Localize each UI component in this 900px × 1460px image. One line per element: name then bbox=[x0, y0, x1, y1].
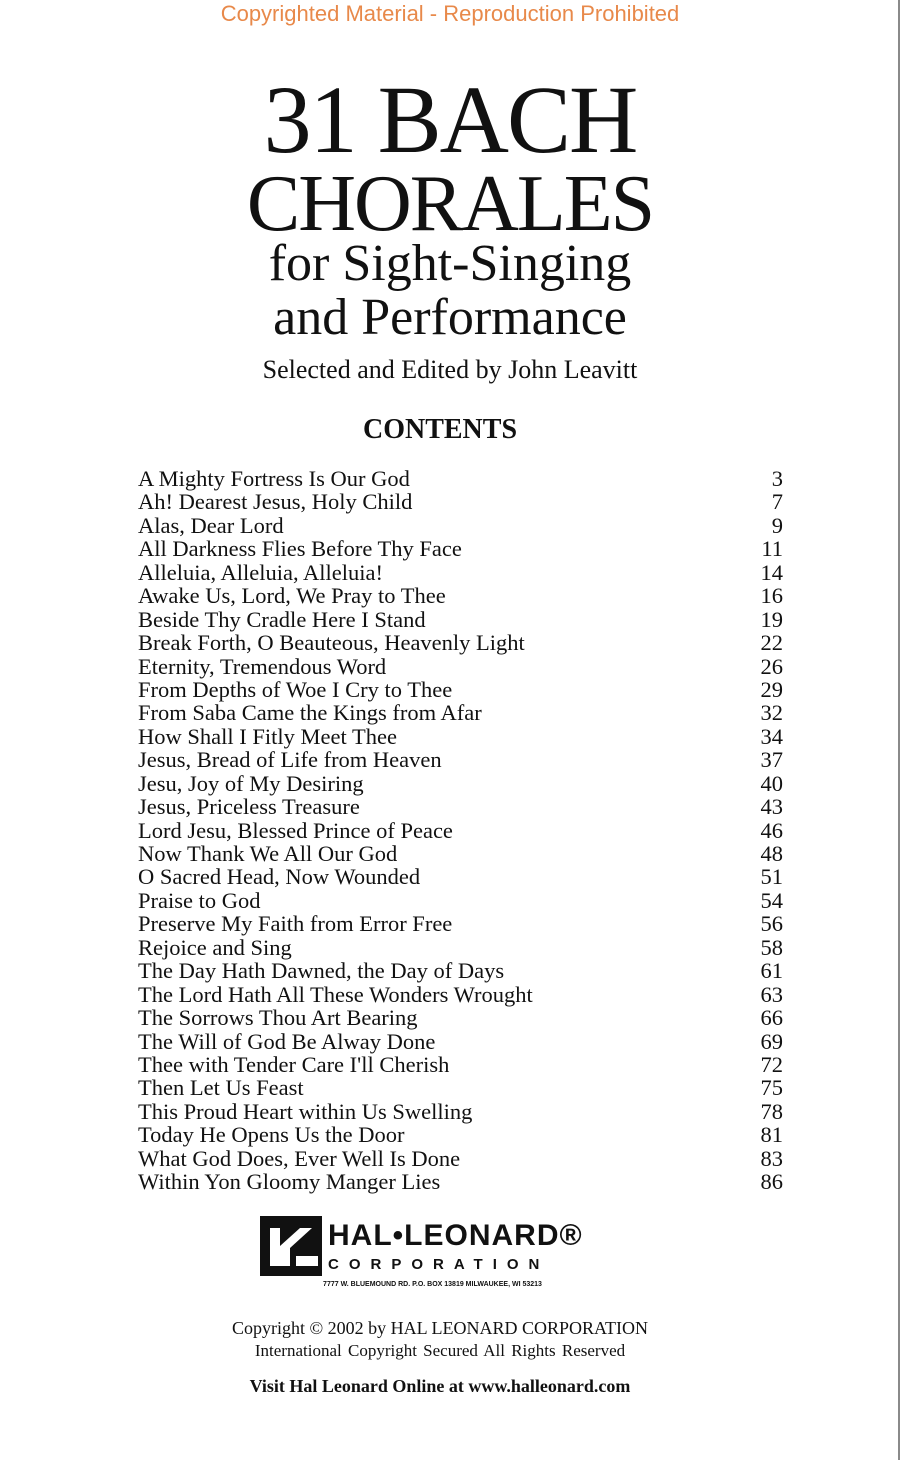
chorale-title: From Saba Came the Kings from Afar bbox=[138, 700, 482, 726]
contents-row bbox=[138, 889, 783, 912]
book-title-line-1: 31 BACH bbox=[263, 66, 637, 173]
chorale-page-number: 48 bbox=[760, 841, 783, 866]
book-subtitle-line-2: and Performance bbox=[273, 289, 627, 346]
contents-row bbox=[138, 514, 783, 537]
contents-row bbox=[138, 467, 783, 490]
chorale-page-number: 78 bbox=[760, 1098, 783, 1124]
chorale-title: The Sorrows Thou Art Bearing bbox=[138, 1005, 418, 1031]
contents-row bbox=[138, 936, 783, 959]
chorale-page-number: 29 bbox=[760, 676, 783, 702]
chorale-page-number: 26 bbox=[760, 653, 783, 679]
chorale-title: A Mighty Fortress Is Our God bbox=[138, 466, 410, 491]
chorale-title: The Will of God Be Alway Done bbox=[138, 1028, 436, 1054]
contents-row bbox=[138, 608, 783, 631]
chorale-title: Break Forth, O Beauteous, Heavenly Light bbox=[138, 630, 525, 656]
chorale-page-number: 54 bbox=[760, 887, 783, 913]
book-title-line-2: CHORALES bbox=[246, 160, 654, 248]
editor-credit: Selected and Edited by John Leavitt bbox=[262, 355, 638, 384]
chorale-page-number: 40 bbox=[760, 770, 783, 796]
chorale-title: Jesus, Bread of Life from Heaven bbox=[138, 747, 442, 773]
contents-row bbox=[138, 631, 783, 654]
book-subtitle-line-1: for Sight-Singing bbox=[268, 235, 632, 292]
chorale-title: This Proud Heart within Us Swelling bbox=[138, 1098, 473, 1124]
copyright-notice: Copyright © 2002 by HAL LEONARD CORPORATION bbox=[231, 1318, 648, 1338]
chorale-page-number: 11 bbox=[761, 536, 783, 562]
contents-row bbox=[138, 795, 783, 818]
contents-row bbox=[138, 490, 783, 513]
contents-row bbox=[138, 584, 783, 607]
chorale-page-number: 22 bbox=[760, 630, 783, 656]
chorale-title: Within Yon Gloomy Manger Lies bbox=[138, 1169, 441, 1195]
chorale-title: How Shall I Fitly Meet Thee bbox=[138, 723, 397, 749]
chorale-title: Today He Opens Us the Door bbox=[138, 1122, 405, 1148]
contents-row bbox=[138, 865, 783, 888]
chorale-page-number: 43 bbox=[760, 794, 783, 820]
publisher-name: HAL•LEONARD® bbox=[328, 1219, 583, 1252]
contents-row bbox=[138, 1123, 783, 1146]
contents-row bbox=[138, 561, 783, 584]
chorale-title: From Depths of Woe I Cry to Thee bbox=[138, 676, 453, 702]
contents-row bbox=[138, 1100, 783, 1123]
contents-row bbox=[138, 1076, 783, 1099]
chorale-title: What God Does, Ever Well Is Done bbox=[138, 1145, 461, 1171]
contents-row bbox=[138, 912, 783, 935]
contents-row bbox=[138, 1053, 783, 1076]
chorale-page-number: 66 bbox=[760, 1005, 783, 1031]
chorale-page-number: 16 bbox=[760, 583, 783, 609]
chorale-title: All Darkness Flies Before Thy Face bbox=[138, 536, 462, 562]
chorale-page-number: 56 bbox=[760, 911, 783, 937]
chorale-page-number: 37 bbox=[760, 747, 783, 773]
chorale-page-number: 72 bbox=[760, 1051, 783, 1077]
contents-row bbox=[138, 983, 783, 1006]
contents-row bbox=[138, 655, 783, 678]
chorale-page-number: 86 bbox=[760, 1169, 783, 1195]
contents-row bbox=[138, 819, 783, 842]
contents-row bbox=[138, 725, 783, 748]
chorale-title: Rejoice and Sing bbox=[138, 934, 292, 960]
chorale-page-number: 19 bbox=[760, 606, 783, 632]
chorale-page-number: 32 bbox=[760, 700, 783, 726]
chorale-page-number: 83 bbox=[760, 1145, 783, 1171]
chorale-title: Lord Jesu, Blessed Prince of Peace bbox=[138, 817, 453, 843]
chorale-page-number: 81 bbox=[760, 1122, 783, 1148]
chorale-title: Alas, Dear Lord bbox=[138, 512, 284, 538]
chorale-title: Thee with Tender Care I'll Cherish bbox=[138, 1051, 450, 1077]
chorale-title: Awake Us, Lord, We Pray to Thee bbox=[138, 583, 446, 609]
chorale-title: Jesu, Joy of My Desiring bbox=[138, 770, 364, 796]
chorale-page-number: 14 bbox=[760, 559, 783, 585]
chorale-title: Preserve My Faith from Error Free bbox=[138, 911, 453, 937]
chorale-page-number: 51 bbox=[760, 864, 783, 890]
contents-row bbox=[138, 537, 783, 560]
chorale-page-number: 63 bbox=[760, 981, 783, 1007]
contents-row bbox=[138, 1147, 783, 1170]
chorale-title: Jesus, Priceless Treasure bbox=[138, 794, 360, 820]
contents-row bbox=[138, 748, 783, 771]
contents-row bbox=[138, 842, 783, 865]
chorale-page-number: 7 bbox=[771, 489, 783, 515]
contents-row bbox=[138, 701, 783, 724]
hal-leonard-logo-icon bbox=[260, 1216, 322, 1276]
contents-heading: CONTENTS bbox=[362, 414, 518, 445]
chorale-title: The Day Hath Dawned, the Day of Days bbox=[138, 958, 505, 984]
chorale-title: Praise to God bbox=[138, 887, 261, 913]
chorale-title: The Lord Hath All These Wonders Wrought bbox=[138, 981, 533, 1007]
contents-row bbox=[138, 1006, 783, 1029]
contents-row bbox=[138, 1170, 783, 1193]
publisher-address: 7777 W. BLUEMOUND RD. P.O. BOX 13819 MILWAUKEE, WI 53213 bbox=[323, 1281, 542, 1288]
publisher-subtitle: CORPORATION bbox=[328, 1256, 550, 1273]
chorale-title: Beside Thy Cradle Here I Stand bbox=[138, 606, 426, 632]
contents-row bbox=[138, 678, 783, 701]
chorale-page-number: 3 bbox=[771, 466, 783, 491]
chorale-page-number: 58 bbox=[760, 934, 783, 960]
publisher-logo bbox=[260, 1216, 620, 1292]
chorale-title: Then Let Us Feast bbox=[138, 1075, 304, 1101]
website-notice: Visit Hal Leonard Online at www.halleonard.com bbox=[249, 1376, 631, 1396]
contents-row bbox=[138, 1030, 783, 1053]
chorale-title: Alleluia, Alleluia, Alleluia! bbox=[138, 559, 383, 585]
contents-row bbox=[138, 772, 783, 795]
chorale-title: Ah! Dearest Jesus, Holy Child bbox=[138, 489, 413, 515]
contents-row bbox=[138, 959, 783, 982]
chorale-page-number: 9 bbox=[771, 512, 783, 538]
chorale-page-number: 34 bbox=[760, 723, 783, 749]
chorale-page-number: 75 bbox=[760, 1075, 783, 1101]
chorale-title: Eternity, Tremendous Word bbox=[138, 653, 387, 679]
chorale-title: Now Thank We All Our God bbox=[138, 841, 398, 866]
chorale-page-number: 69 bbox=[760, 1028, 783, 1054]
chorale-page-number: 46 bbox=[760, 817, 783, 843]
chorale-title: O Sacred Head, Now Wounded bbox=[138, 864, 421, 890]
table-of-contents bbox=[138, 467, 783, 1194]
chorale-page-number: 61 bbox=[760, 958, 783, 984]
rights-notice: International Copyright Secured All Rights Reserved bbox=[254, 1341, 626, 1360]
copyright-watermark: Copyrighted Material - Reproduction Prohibited bbox=[220, 1, 680, 26]
